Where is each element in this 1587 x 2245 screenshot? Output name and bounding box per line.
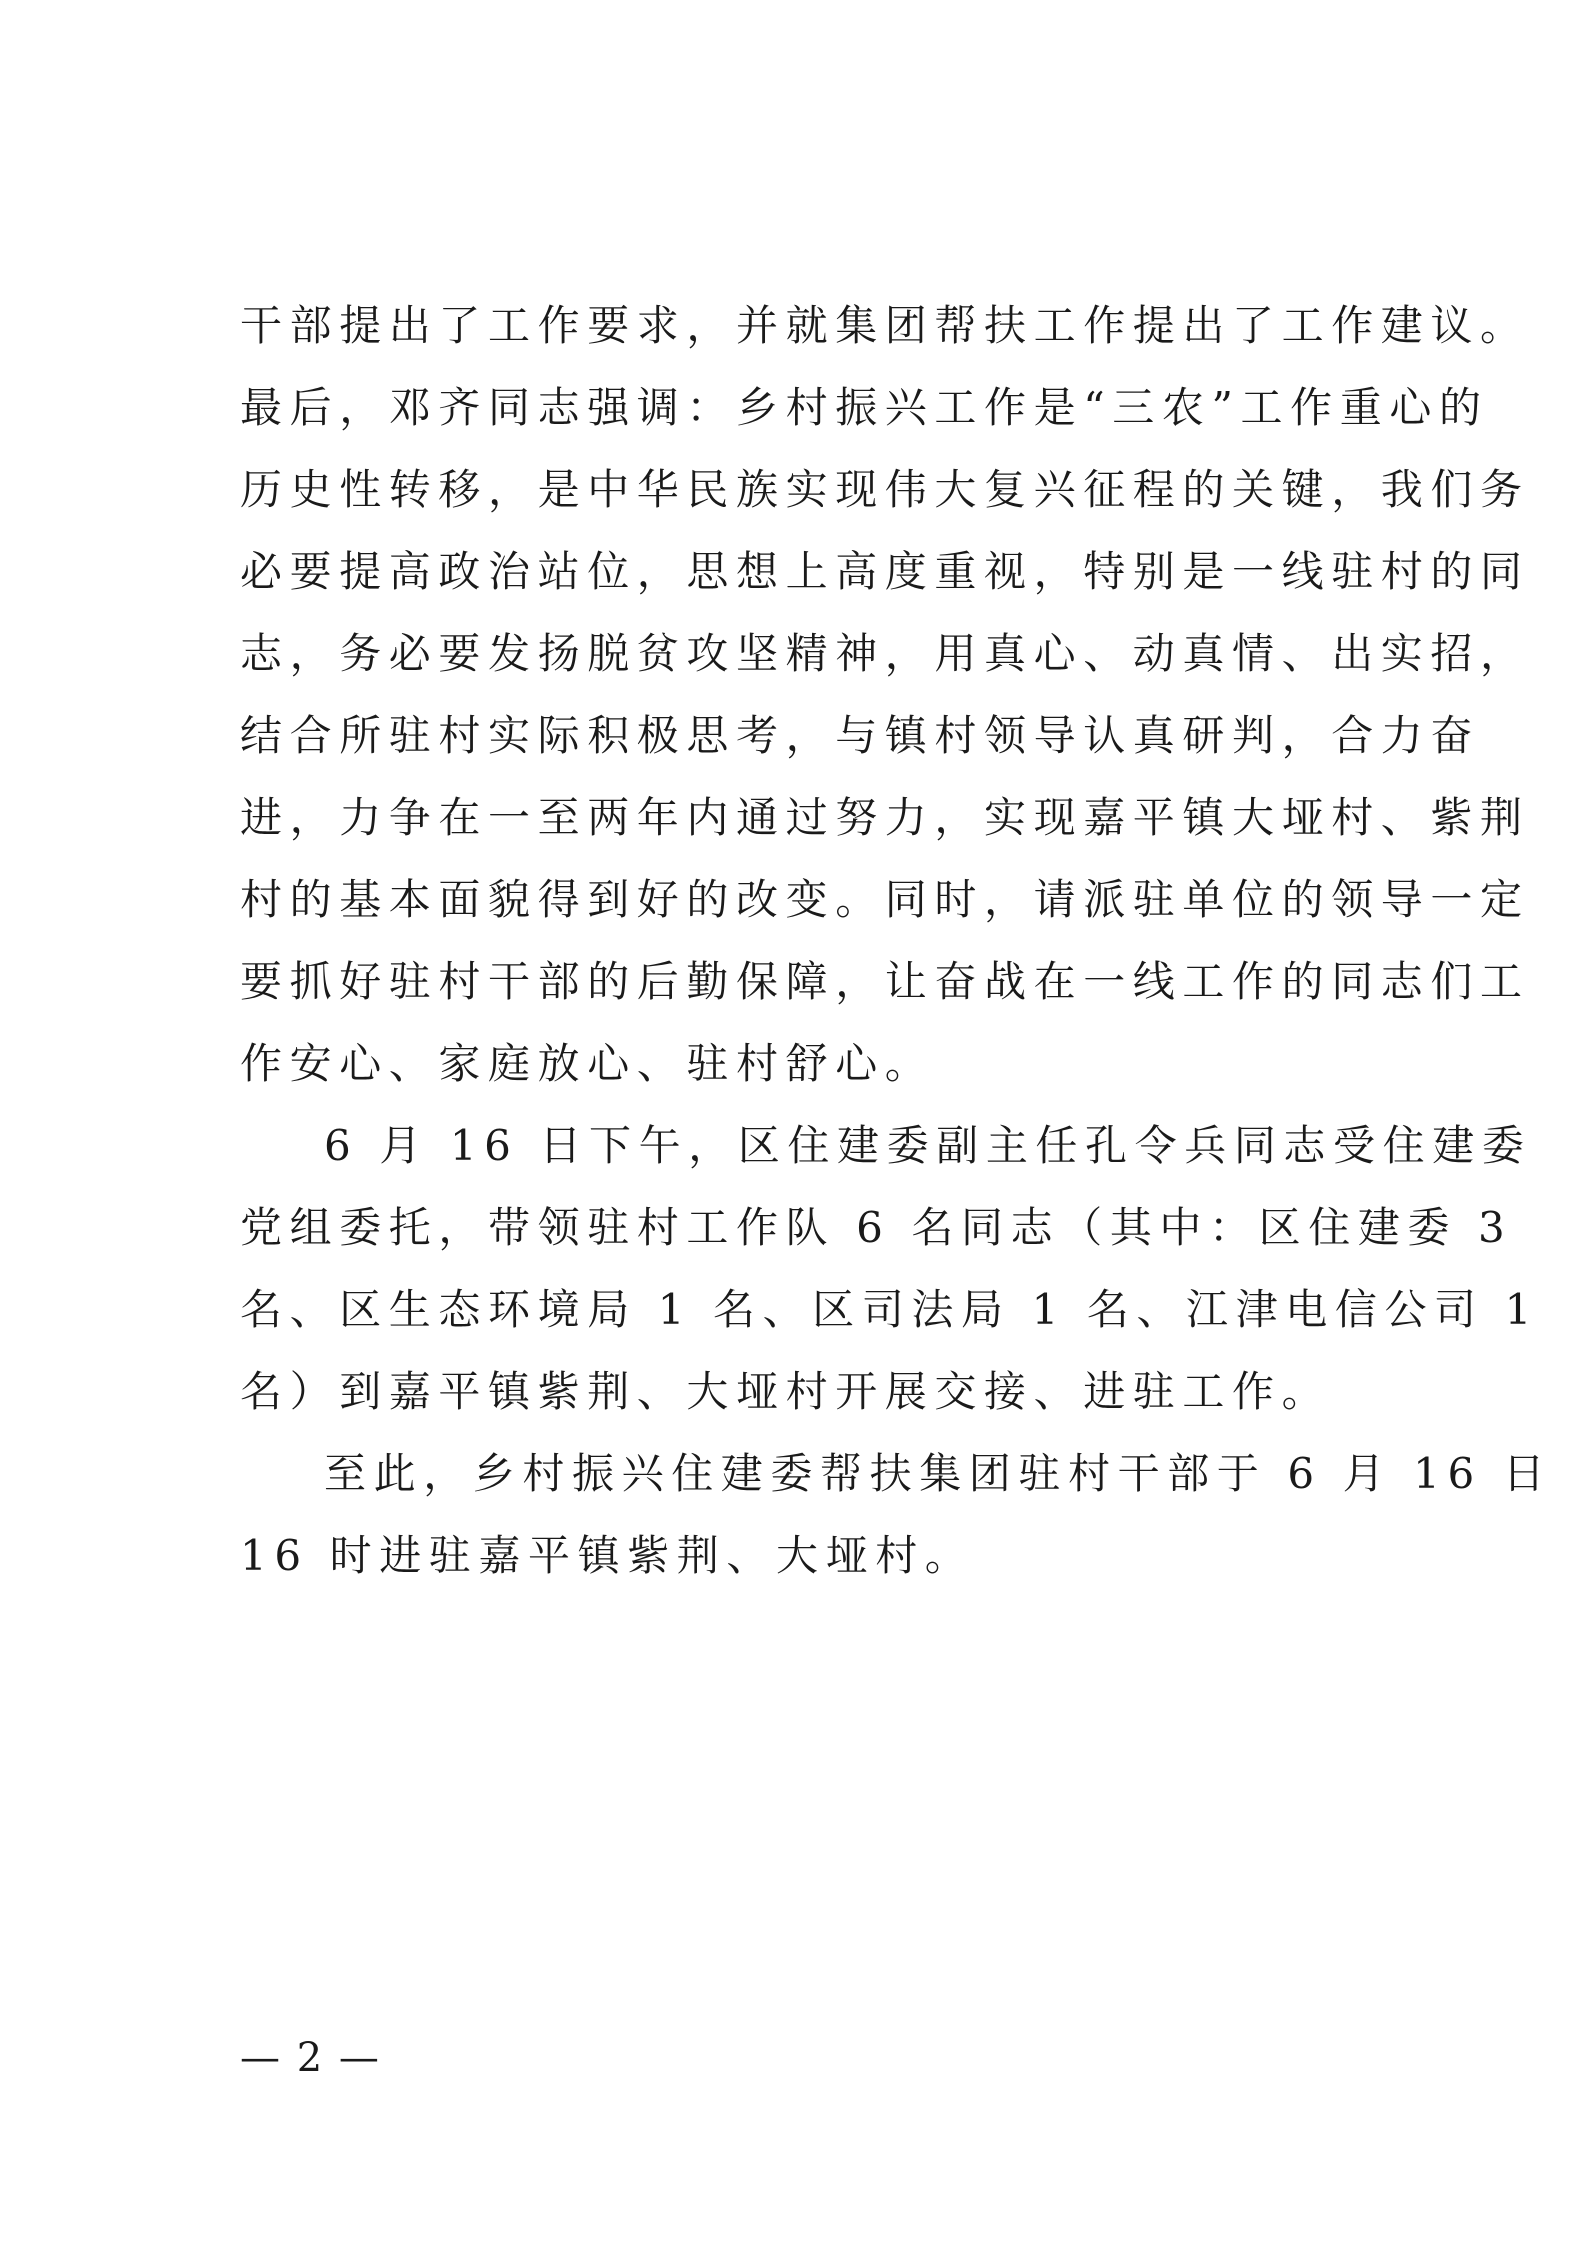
page-number: — 2 — <box>240 2035 381 2081</box>
paragraph-2-line-2: 党组委托，带领驻村工作队 6 名同志（其中：区住建委 3 <box>240 1203 1513 1252</box>
paragraph-1-line-2: 最后，邓齐同志强调：乡村振兴工作是“三农”工作重心的 <box>240 383 1489 432</box>
paragraph-2-line-4: 名）到嘉平镇紫荆、大垭村开展交接、进驻工作。 <box>240 1367 1332 1416</box>
paragraph-1-line-8: 村的基本面貌得到好的改变。同时，请派驻单位的领导一定 <box>240 875 1530 924</box>
paragraph-1-line-9: 要抓好驻村干部的后勤保障，让奋战在一线工作的同志们工 <box>240 957 1530 1006</box>
paragraph-2-line-1: 6 月 16 日下午，区住建委副主任孔令兵同志受住建委 <box>324 1121 1532 1170</box>
paragraph-2-line-3: 名、区生态环境局 1 名、区司法局 1 名、江津电信公司 1 <box>240 1285 1539 1334</box>
paragraph-3-line-2: 16 时进驻嘉平镇紫荆、大垭村。 <box>240 1531 975 1580</box>
paragraph-1-line-7: 进，力争在一至两年内通过努力，实现嘉平镇大垭村、紫荆 <box>240 793 1530 842</box>
paragraph-1-line-5: 志，务必要发扬脱贫攻坚精神，用真心、动真情、出实招， <box>240 629 1530 678</box>
paragraph-1-line-3: 历史性转移，是中华民族实现伟大复兴征程的关键，我们务 <box>240 465 1530 514</box>
paragraph-1-line-4: 必要提高政治站位，思想上高度重视，特别是一线驻村的同 <box>240 547 1530 596</box>
paragraph-1-line-10: 作安心、家庭放心、驻村舒心。 <box>240 1039 935 1088</box>
paragraph-1-line-6: 结合所驻村实际积极思考，与镇村领导认真研判，合力奋 <box>240 711 1481 760</box>
paragraph-3-line-1: 至此，乡村振兴住建委帮扶集团驻村干部于 6 月 16 日 <box>324 1449 1553 1498</box>
paragraph-1-line-1: 干部提出了工作要求，并就集团帮扶工作提出了工作建议。 <box>240 301 1530 350</box>
